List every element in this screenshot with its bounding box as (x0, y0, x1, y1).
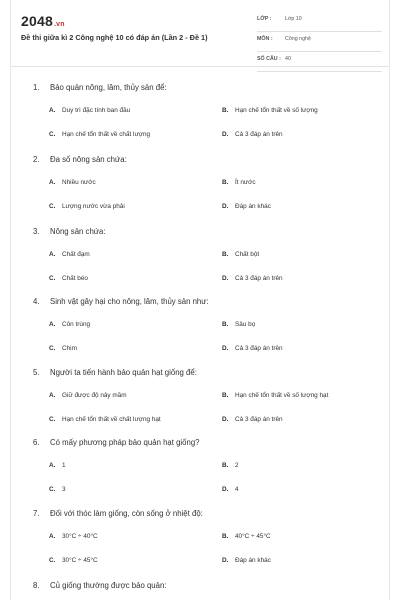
option-a[interactable] (49, 179, 96, 186)
option-b[interactable] (222, 107, 318, 114)
option-letter: D. (222, 557, 229, 564)
question-2 (11, 155, 391, 227)
option-letter: B. (222, 107, 229, 114)
option-letter: C. (49, 275, 56, 282)
option-letter: B. (222, 179, 229, 186)
option-text: Chim (62, 345, 77, 352)
meta-value: Lớp 10 (285, 16, 302, 22)
option-letter: A. (49, 533, 56, 540)
option-b[interactable] (222, 462, 239, 469)
option-c[interactable] (49, 131, 150, 138)
question-text (33, 509, 203, 518)
option-c[interactable] (49, 486, 66, 493)
option-text: Đáp án khác (235, 557, 271, 564)
question-text (33, 227, 106, 236)
question-prompt: Củ giống thường được bảo quản: (50, 581, 167, 590)
question-8 (11, 581, 391, 599)
option-b[interactable] (222, 392, 328, 399)
option-letter: B. (222, 533, 229, 540)
option-d[interactable] (222, 486, 239, 493)
meta-value: 40 (285, 56, 291, 62)
question-prompt: Có mấy phương pháp bảo quản hạt giống? (50, 438, 200, 447)
option-d[interactable] (222, 557, 271, 564)
exam-header (11, 0, 389, 67)
option-letter: C. (49, 203, 56, 210)
option-text: Chất đạm (62, 251, 90, 258)
option-letter: A. (49, 321, 56, 328)
question-5 (11, 368, 391, 440)
logo-text: 2048 (21, 13, 53, 29)
option-text: Hạn chế tổn thất về số lượng (235, 107, 318, 114)
option-c[interactable] (49, 203, 125, 210)
option-letter: D. (222, 275, 229, 282)
option-letter: C. (49, 345, 56, 352)
option-letter: C. (49, 486, 56, 493)
question-number: 2. (33, 155, 40, 164)
option-text: Ít nước (235, 179, 256, 186)
option-letter: B. (222, 462, 229, 469)
question-prompt: Đối với thóc làm giống, còn sống ở nhiệt độ: (50, 509, 203, 518)
option-text: 1 (62, 462, 66, 469)
option-b[interactable] (222, 251, 259, 258)
question-text (33, 83, 167, 92)
meta-value: Công nghệ (285, 36, 311, 42)
option-d[interactable] (222, 416, 283, 423)
option-letter: C. (49, 416, 56, 423)
option-text: Chất bột (235, 251, 260, 258)
meta-label: LỚP : (257, 16, 272, 22)
option-text: 4 (235, 486, 239, 493)
option-text: Chất béo (62, 275, 88, 282)
meta-label: SỐ CÂU : (257, 56, 281, 62)
question-number: 5. (33, 368, 40, 377)
option-letter: A. (49, 179, 56, 186)
question-1 (11, 83, 391, 155)
option-d[interactable] (222, 345, 283, 352)
question-text (33, 438, 200, 447)
option-text: 30°C ÷ 40°C (62, 533, 98, 540)
option-text: Hạn chế tổn thất về chất lượng (62, 131, 151, 138)
meta-row-subject (257, 36, 382, 52)
option-letter: D. (222, 131, 229, 138)
exam-meta (257, 16, 382, 76)
option-c[interactable] (49, 345, 77, 352)
question-number: 4. (33, 297, 40, 306)
option-d[interactable] (222, 131, 283, 138)
option-text: Đáp án khác (235, 203, 271, 210)
option-text: Côn trùng (62, 321, 91, 328)
question-number: 6. (33, 438, 40, 447)
site-logo[interactable] (21, 13, 65, 29)
option-letter: A. (49, 107, 56, 114)
question-prompt: Sinh vật gây hại cho nông, lâm, thủy sản như: (50, 297, 209, 306)
question-text (33, 297, 209, 306)
option-a[interactable] (49, 462, 66, 469)
question-prompt: Nông sản chứa: (50, 227, 106, 236)
option-text: 2 (235, 462, 239, 469)
option-text: 3 (62, 486, 66, 493)
option-text: Cả 3 đáp án trên (235, 416, 283, 423)
option-letter: B. (222, 392, 229, 399)
option-text: 40°C ÷ 45°C (235, 533, 271, 540)
option-a[interactable] (49, 251, 90, 258)
question-number: 8. (33, 581, 40, 590)
option-letter: D. (222, 203, 229, 210)
option-a[interactable] (49, 321, 90, 328)
option-letter: D. (222, 345, 229, 352)
exam-page (10, 0, 390, 600)
option-letter: A. (49, 392, 56, 399)
question-text (33, 581, 166, 590)
option-c[interactable] (49, 557, 98, 564)
option-c[interactable] (49, 416, 161, 423)
option-letter: C. (49, 131, 56, 138)
logo-tld: .vn (53, 21, 65, 28)
question-7 (11, 509, 391, 581)
option-text: Sâu bọ (235, 321, 256, 328)
exam-title: Đề thi giữa kì 2 Công nghệ 10 có đáp án (Lần 2 - Đề 1) (21, 33, 208, 42)
meta-row-class (257, 16, 382, 32)
option-letter: A. (49, 462, 56, 469)
option-b[interactable] (222, 533, 271, 540)
question-text (33, 155, 127, 164)
question-number: 7. (33, 509, 40, 518)
question-number: 1. (33, 83, 40, 92)
option-text: Cả 3 đáp án trên (235, 131, 283, 138)
option-text: Cả 3 đáp án trên (235, 345, 283, 352)
option-text: Giữ được độ nảy mầm (62, 392, 127, 399)
option-text: Lượng nước vừa phải (62, 203, 125, 210)
option-letter: A. (49, 251, 56, 258)
option-text: Hạn chế tổn thất về số lượng hạt (235, 392, 329, 399)
option-a[interactable] (49, 107, 130, 114)
option-d[interactable] (222, 203, 271, 210)
option-b[interactable] (222, 321, 255, 328)
option-text: 30°C ÷ 45°C (62, 557, 98, 564)
option-letter: B. (222, 321, 229, 328)
question-3 (11, 227, 391, 299)
option-d[interactable] (222, 275, 283, 282)
option-letter: B. (222, 251, 229, 258)
question-4 (11, 297, 391, 369)
option-letter: D. (222, 486, 229, 493)
question-number: 3. (33, 227, 40, 236)
option-a[interactable] (49, 533, 98, 540)
option-text: Cả 3 đáp án trên (235, 275, 283, 282)
option-b[interactable] (222, 179, 256, 186)
option-c[interactable] (49, 275, 88, 282)
option-text: Hạn chế tổn thất về chất lượng hạt (62, 416, 161, 423)
meta-label: MÔN : (257, 36, 273, 42)
option-a[interactable] (49, 392, 127, 399)
question-6 (11, 438, 391, 510)
question-prompt: Đa số nông sản chứa: (50, 155, 127, 164)
meta-row-count (257, 56, 382, 72)
option-letter: D. (222, 416, 229, 423)
option-text: Nhiều nước (62, 179, 96, 186)
question-text (33, 368, 197, 377)
question-prompt: Bảo quản nông, lâm, thủy sản để: (50, 83, 167, 92)
option-letter: C. (49, 557, 56, 564)
option-text: Duy trì đặc tính ban đầu (62, 107, 131, 114)
question-prompt: Người ta tiến hành bảo quản hạt giống để: (50, 368, 197, 377)
